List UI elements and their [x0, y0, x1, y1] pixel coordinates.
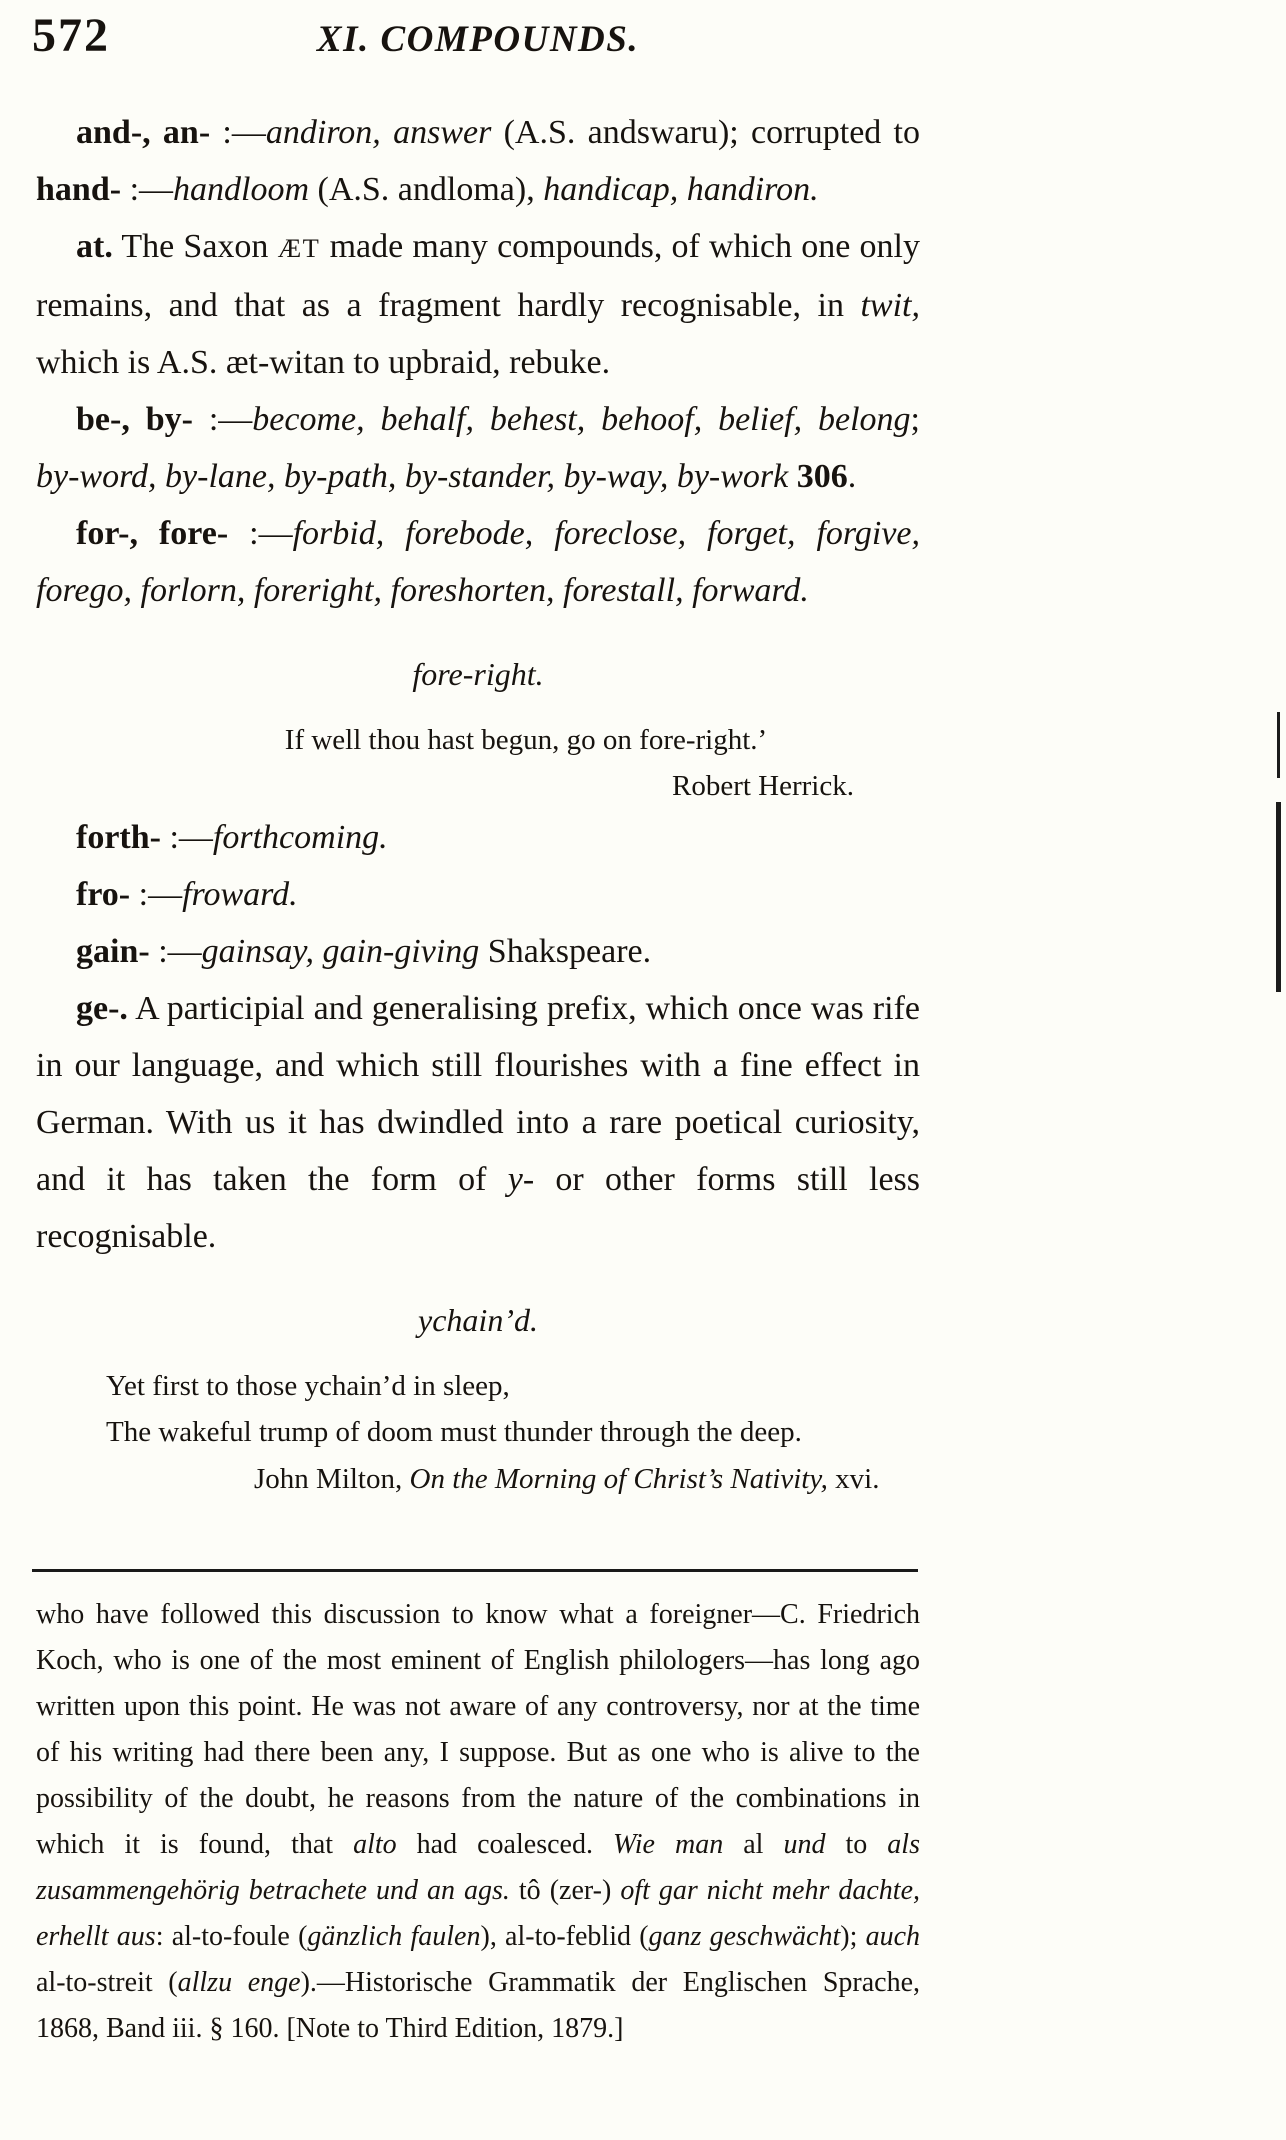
subheading-fore-right: fore-right.	[412, 656, 544, 692]
subheading-ychaind: ychain’d.	[418, 1302, 538, 1338]
page-header	[32, 9, 920, 92]
attribution-milton: John Milton, On the Morning of Christ’s Nativity, xvi.	[254, 1463, 880, 1495]
entry-ge: ge-. A participial and generalising prefix, which once was rife in our language, and which still flourishes with a fine effect in German. With us it has dwindled into a rare poetical curiosity, and it has taken the form of y- or other forms still less recognisable.	[36, 990, 920, 1255]
entry-forth: forth- :—forthcoming.	[76, 819, 388, 856]
entry-gain: gain- :—gainsay, gain-giving Shakspeare.	[76, 933, 652, 970]
entry-at: at. The Saxon ÆT made many compounds, of which one only remains, and that as a fragment hardly recognisable, in twit, which is A.S. æt-witan to upbraid, rebuke.	[36, 228, 920, 381]
footnote-text: who have followed this discussion to know what a foreigner—C. Friedrich Koch, who is one of the most eminent of English philologers—has long ago written upon this point. He was not aware of any controversy, nor at the time of his writing had there been any, I suppose. But as one who is alive to the possibility of the doubt, he reasons from the nature of the combinations in which it is found, that alto had coalesced. Wie man al und to als zusammengehörig betrachete und an ags. tô (zer-) oft gar nicht mehr dachte, erhellt aus: al-to-foule (gänzlich faulen), al-to-feblid (ganz geschwächt); auch al-to-streit (allzu enge).—Historische Grammatik der Englischen Sprache, 1868, Band iii. § 160. [Note to Third Edition, 1879.]	[36, 1599, 921, 2044]
page-content	[32, 9, 921, 2052]
verse-line-2: The wakeful trump of doom must thunder through the deep.	[106, 1416, 802, 1448]
quote-herrick: If well thou hast begun, go on fore-right.’	[284, 724, 768, 756]
attribution-herrick: Robert Herrick.	[672, 770, 854, 802]
entry-be-by: be-, by- :—become, behalf, behest, behoof, belief, belong; by-word, by-lane, by-path, by-stander, by-way, by-work 306.	[36, 401, 920, 495]
running-head: XI. COMPOUNDS.	[316, 19, 640, 60]
verse-line-1: Yet first to those ychain’d in sleep,	[106, 1370, 510, 1402]
entry-for-fore: for-, fore- :—forbid, forebode, foreclose, forget, forgive, forego, forlorn, foreright, foreshorten, forestall, forward.	[36, 515, 921, 609]
entry-and-an: and-, an- :—andiron, answer (A.S. andswaru); corrupted to hand- :—handloom (A.S. andloma), handicap, handiron.	[36, 114, 921, 208]
quote-milton	[36, 1363, 920, 1455]
scan-edge-mark	[1276, 802, 1281, 992]
footnote-rule	[32, 1569, 918, 1572]
scan-edge-mark	[1277, 712, 1280, 778]
page-number: 572	[32, 9, 110, 62]
entry-fro: fro- :—froward.	[76, 876, 298, 913]
